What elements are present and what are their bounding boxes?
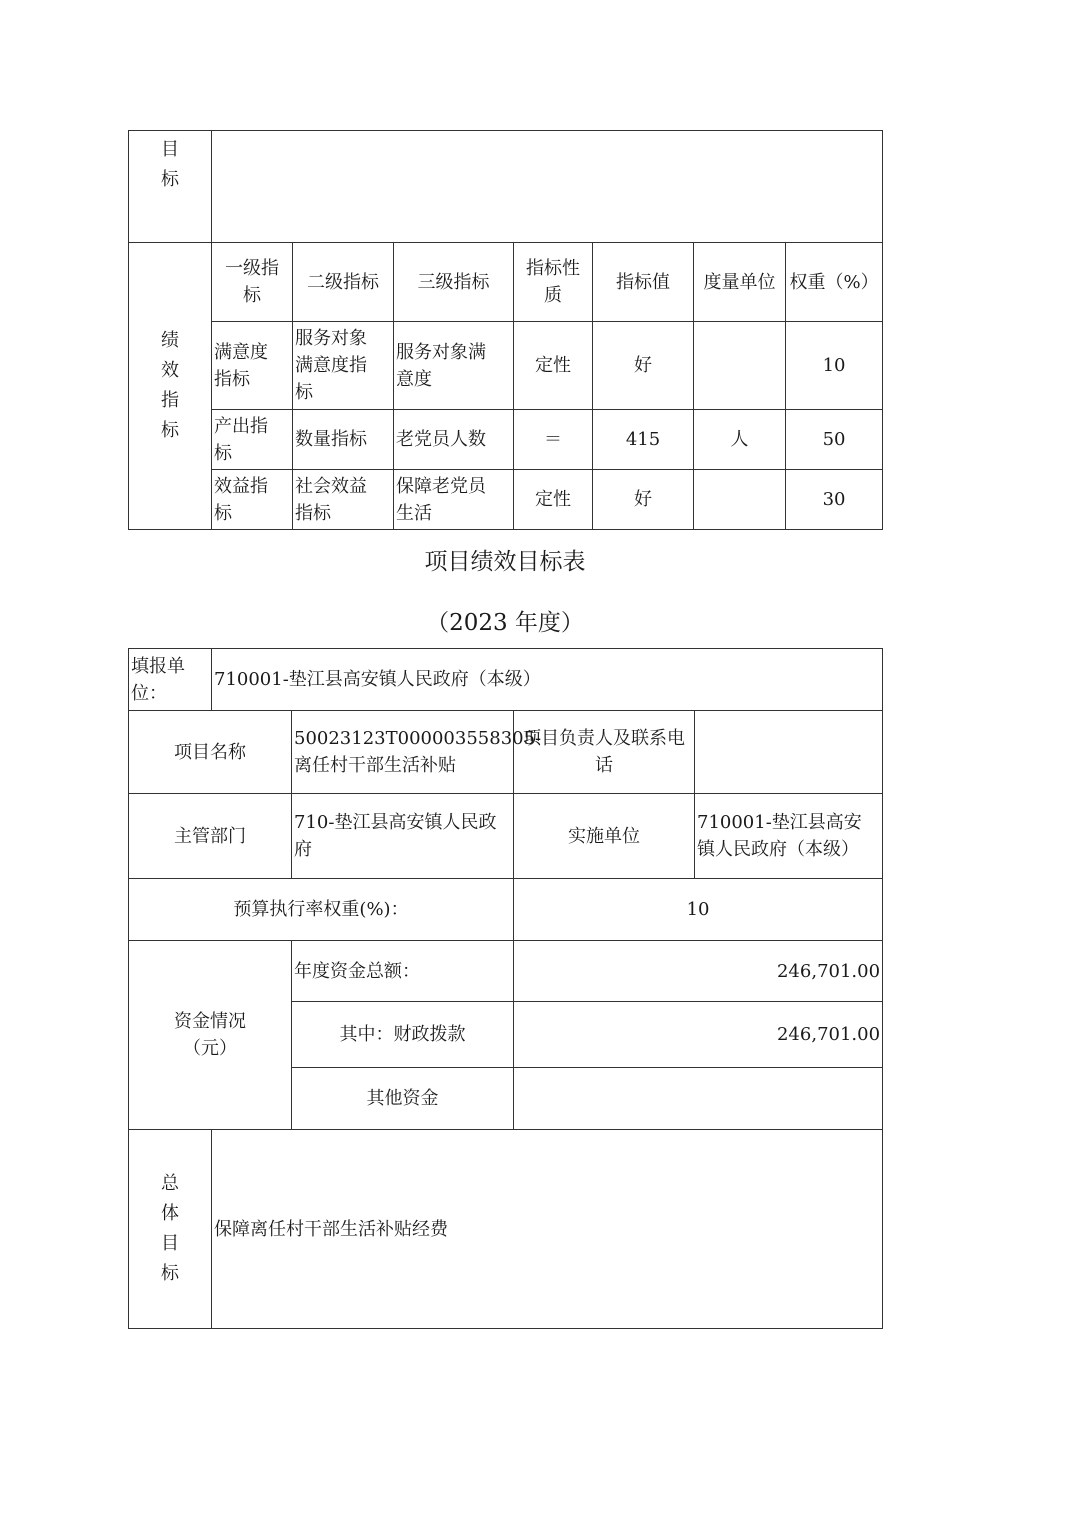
goal-label: 目 标 — [129, 131, 212, 243]
funds-other-label: 其他资金 — [292, 1068, 514, 1130]
header-level1: 一级指 标 — [212, 243, 293, 322]
budget-rate-label: 预算执行率权重(%)： — [129, 879, 514, 941]
cell-unit — [694, 322, 786, 410]
dept-label: 主管部门 — [129, 794, 292, 879]
header-level3: 三级指标 — [394, 243, 514, 322]
funds-fiscal-label: 其中：财政拨款 — [292, 1002, 514, 1068]
cell-level3: 保障老党员 生活 — [394, 470, 514, 530]
cell-level3: 老党员人数 — [394, 410, 514, 470]
cell-unit — [694, 470, 786, 530]
funds-other-value — [514, 1068, 883, 1130]
cell-level2: 社会效益 指标 — [293, 470, 394, 530]
cell-level3: 服务对象满 意度 — [394, 322, 514, 410]
cell-level1: 效益指 标 — [212, 470, 293, 530]
cell-nature: 定性 — [514, 470, 593, 530]
contact-value — [695, 711, 883, 794]
unit-label: 填报单 位： — [129, 649, 212, 711]
dept-value: 710-垫江县高安镇人民政 府 — [292, 794, 514, 879]
cell-unit: 人 — [694, 410, 786, 470]
cell-level1: 产出指 标 — [212, 410, 293, 470]
funds-total-value: 246,701.00 — [514, 941, 883, 1002]
cell-weight: 10 — [786, 322, 883, 410]
cell-value: 415 — [593, 410, 694, 470]
header-nature: 指标性 质 — [514, 243, 593, 322]
cell-weight: 30 — [786, 470, 883, 530]
overall-goal-label: 总 体 目 标 — [129, 1130, 212, 1329]
project-table — [128, 648, 883, 1329]
table-row — [129, 322, 883, 410]
impl-label: 实施单位 — [514, 794, 695, 879]
table-row — [129, 470, 883, 530]
contact-label: 项目负责人及联系电 话 — [514, 711, 695, 794]
budget-rate-value: 10 — [514, 879, 883, 941]
funds-fiscal-value: 246,701.00 — [514, 1002, 883, 1068]
indicator-table — [128, 130, 883, 530]
header-value: 指标值 — [593, 243, 694, 322]
funds-label: 资金情况 （元） — [129, 941, 292, 1130]
overall-goal-text: 保障离任村干部生活补贴经费 — [212, 1130, 883, 1329]
cell-level2: 服务对象 满意度指 标 — [293, 322, 394, 410]
indicators-label: 绩 效 指 标 — [129, 243, 212, 530]
page-subtitle-year: （2023 年度） — [426, 610, 584, 636]
table-row — [129, 410, 883, 470]
project-name-label: 项目名称 — [129, 711, 292, 794]
cell-level1: 满意度 指标 — [212, 322, 293, 410]
page-title: 项目绩效目标表 — [424, 549, 586, 575]
impl-value: 710001-垫江县高安 镇人民政府（本级） — [695, 794, 883, 879]
cell-weight: 50 — [786, 410, 883, 470]
cell-nature: ＝ — [514, 410, 593, 470]
header-weight: 权重（%） — [786, 243, 883, 322]
cell-value: 好 — [593, 470, 694, 530]
unit-value: 710001-垫江县高安镇人民政府（本级） — [212, 649, 883, 711]
header-level2: 二级指标 — [293, 243, 394, 322]
goal-text — [212, 131, 883, 243]
header-unit: 度量单位 — [694, 243, 786, 322]
cell-level2: 数量指标 — [293, 410, 394, 470]
cell-nature: 定性 — [514, 322, 593, 410]
funds-total-label: 年度资金总额： — [292, 941, 514, 1002]
cell-value: 好 — [593, 322, 694, 410]
project-name-value: 50023123T000003558305- 离任村干部生活补贴 — [292, 711, 514, 794]
